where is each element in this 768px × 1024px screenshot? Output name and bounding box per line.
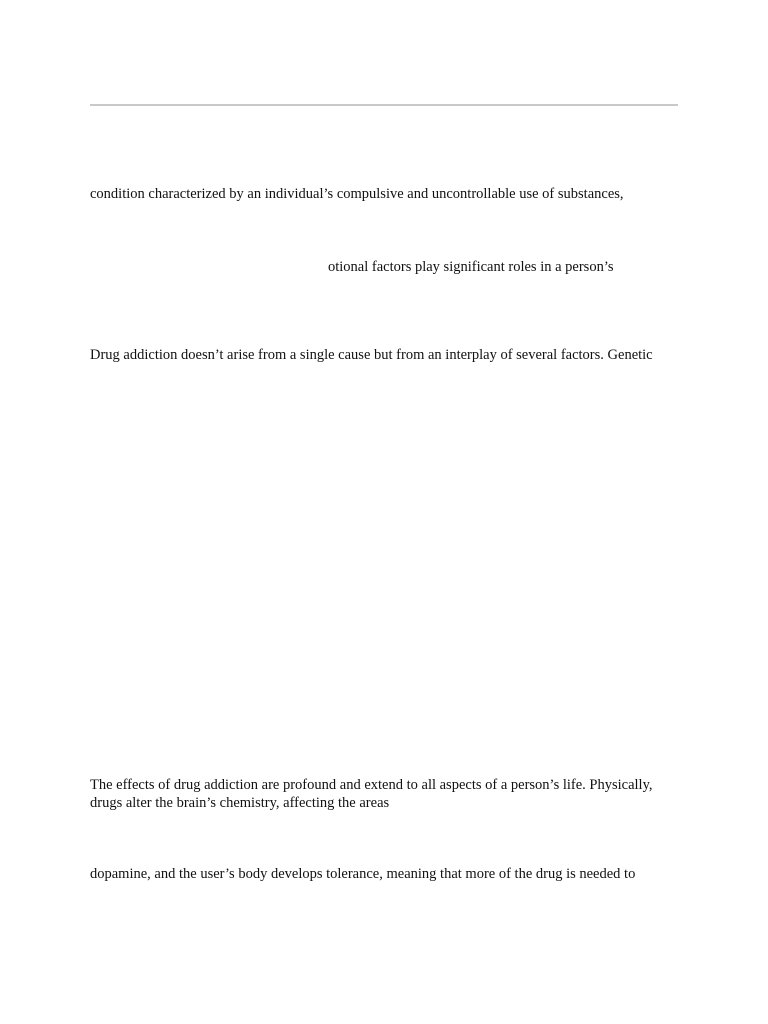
- text-line: otional factors play significant roles in a person’s: [328, 259, 614, 275]
- header-divider: [90, 104, 678, 106]
- text-line: The effects of drug addiction are profound and extend to all aspects of a person’s life. Physically,: [90, 777, 653, 793]
- text-line: drugs alter the brain’s chemistry, affecting the areas: [90, 795, 390, 811]
- text-line: dopamine, and the user’s body develops tolerance, meaning that more of the drug is needed to: [90, 866, 636, 882]
- text-line: condition characterized by an individual’s compulsive and uncontrollable use of substances,: [90, 186, 624, 202]
- text-line: Drug addiction doesn’t arise from a single cause but from an interplay of several factors. Genetic: [90, 347, 653, 363]
